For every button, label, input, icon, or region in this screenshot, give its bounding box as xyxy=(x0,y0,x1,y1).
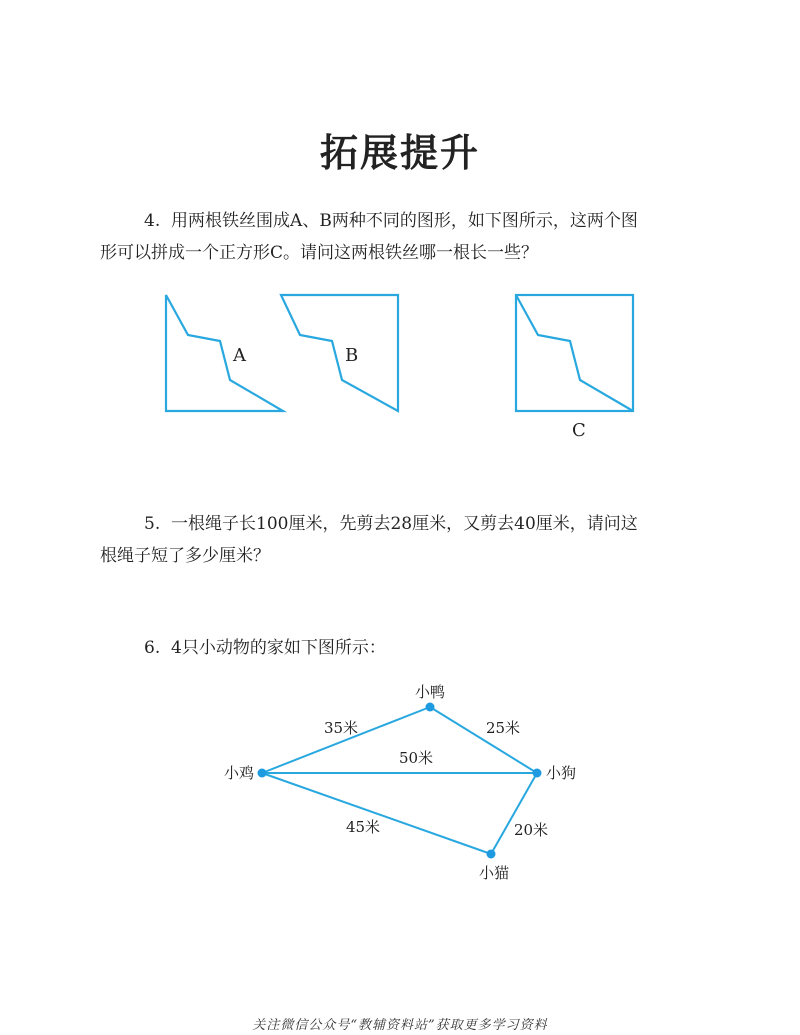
path-duck-dog xyxy=(430,707,537,773)
path-chick-cat xyxy=(262,773,491,854)
home-label-cat: 小猫 xyxy=(478,864,510,882)
question-text-line2: 形可以拼成一个正方形C。请问这两根铁丝哪一根长一些？ xyxy=(100,243,539,263)
page-title: 拓展提升 xyxy=(319,131,480,175)
distance-label-duck-dog: 25米 xyxy=(485,719,521,737)
question-text-line1: 4只小动物的家如下图所示： xyxy=(171,638,386,658)
question-number: 4. xyxy=(144,211,161,231)
distance-label-chick-duck: 35米 xyxy=(323,719,359,737)
point-dog xyxy=(533,769,542,778)
point-duck xyxy=(426,703,435,712)
distance-label-chick-dog: 50米 xyxy=(398,749,434,767)
question-number: 5. xyxy=(144,514,161,534)
question-text-line2: 根绳子短了多少厘米？ xyxy=(100,546,270,566)
shape-label-b: B xyxy=(345,345,359,366)
question-text-line1: 用两根铁丝围成A、B两种不同的图形，如下图所示，这两个图 xyxy=(171,211,638,231)
point-cat xyxy=(487,850,496,859)
distance-label-chick-cat: 45米 xyxy=(345,818,381,836)
home-label-dog: 小狗 xyxy=(546,764,577,782)
distance-label-dog-cat: 20米 xyxy=(513,821,549,839)
path-dog-cat xyxy=(491,773,537,854)
home-label-chick: 小鸡 xyxy=(223,764,254,782)
footer-note: 关注微信公众号“教辅资料站”获取更多学习资料 xyxy=(252,1018,548,1033)
point-chick xyxy=(258,769,267,778)
question-number: 6. xyxy=(144,638,161,658)
home-label-duck: 小鸭 xyxy=(414,683,446,701)
shape-label-a: A xyxy=(233,345,246,366)
question-text-line1: 一根绳子长100厘米，先剪去28厘米，又剪去40厘米，请问这 xyxy=(171,514,638,534)
shape-label-c: C xyxy=(572,420,586,441)
